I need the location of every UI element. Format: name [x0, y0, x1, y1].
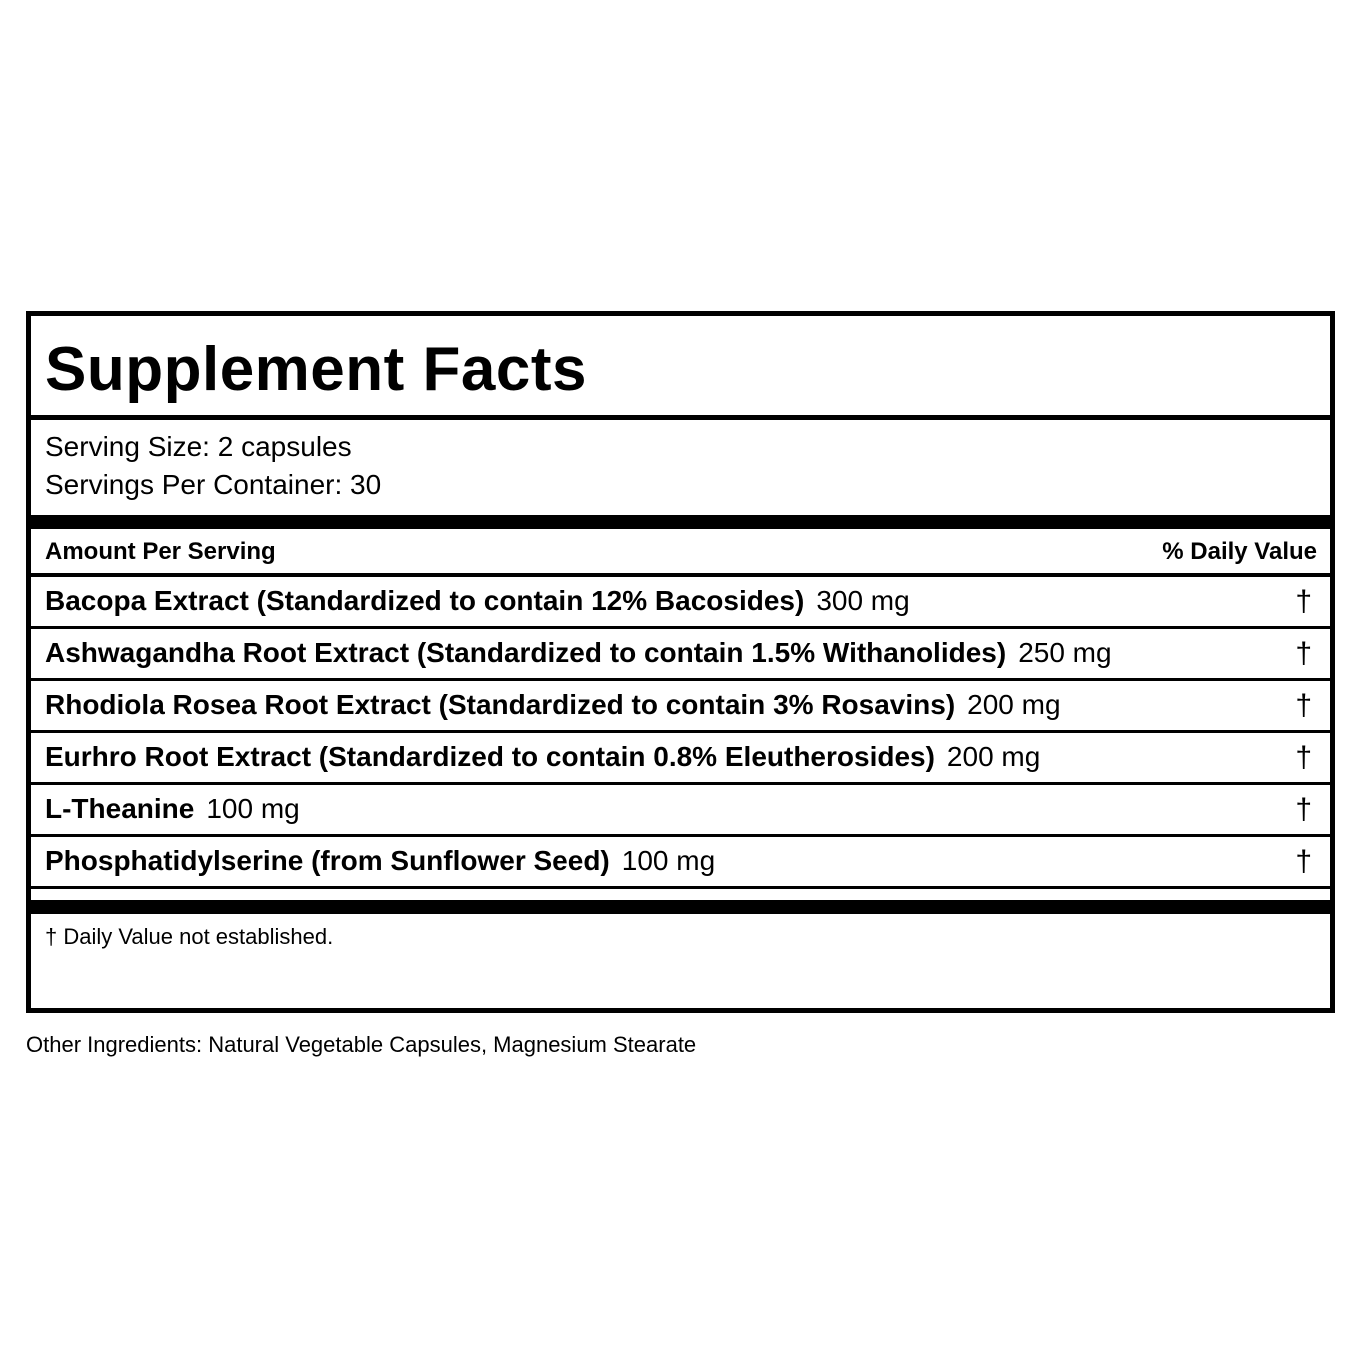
row-divider	[31, 886, 1330, 889]
title-area	[31, 316, 1330, 415]
ingredient-row	[31, 577, 1330, 626]
ingredient-row	[31, 629, 1330, 678]
thick-divider-top	[31, 515, 1330, 529]
ingredient-amount: 200 mg	[946, 741, 1041, 772]
thick-divider-bottom	[31, 900, 1330, 914]
serving-size: Serving Size: 2 capsules	[45, 431, 352, 462]
ingredient-name: Rhodiola Rosea Root Extract (Standardized to contain 3% Rosavins) 200 mg	[45, 689, 1061, 720]
supplement-facts-panel	[26, 311, 1335, 1013]
ingredient-amount: 100 mg	[206, 793, 300, 824]
daily-value-dagger: †	[1295, 637, 1312, 670]
ingredient-name: L-Theanine 100 mg	[45, 793, 300, 824]
ingredient-name: Bacopa Extract (Standardized to contain 12% Bacosides) 300 mg	[45, 585, 910, 616]
ingredient-amount: 250 mg	[1018, 637, 1112, 668]
daily-value-dagger: †	[1295, 585, 1312, 618]
ingredient-row	[31, 785, 1330, 834]
other-ingredients: Other Ingredients: Natural Vegetable Capsules, Magnesium Stearate	[26, 1032, 697, 1057]
ingredient-name: Ashwagandha Root Extract (Standardized to contain 1.5% Withanolides) 250 mg	[45, 637, 1112, 668]
ingredient-row	[31, 837, 1330, 886]
servings-per-container: Servings Per Container: 30	[45, 469, 382, 500]
ingredient-amount: 100 mg	[621, 845, 716, 876]
title-divider	[31, 415, 1330, 420]
ingredient-amount: 300 mg	[816, 585, 910, 616]
footnote: † Daily Value not established.	[45, 924, 334, 949]
ingredient-row	[31, 733, 1330, 782]
ingredient-name: Phosphatidylserine (from Sunflower Seed) 100 mg	[45, 845, 716, 876]
panel-title: Supplement Facts	[45, 335, 587, 404]
daily-value-dagger: †	[1295, 793, 1312, 826]
daily-value-dagger: †	[1295, 845, 1312, 878]
ingredient-name: Eurhro Root Extract (Standardized to contain 0.8% Eleutherosides) 200 mg	[45, 741, 1041, 772]
column-header-row	[31, 530, 1330, 572]
ingredient-row	[31, 681, 1330, 730]
daily-value-dagger: †	[1295, 689, 1312, 722]
amount-per-serving-header: Amount Per Serving	[45, 538, 276, 565]
daily-value-dagger: †	[1295, 741, 1312, 774]
daily-value-header: % Daily Value	[1162, 538, 1317, 565]
ingredient-amount: 200 mg	[967, 689, 1061, 720]
